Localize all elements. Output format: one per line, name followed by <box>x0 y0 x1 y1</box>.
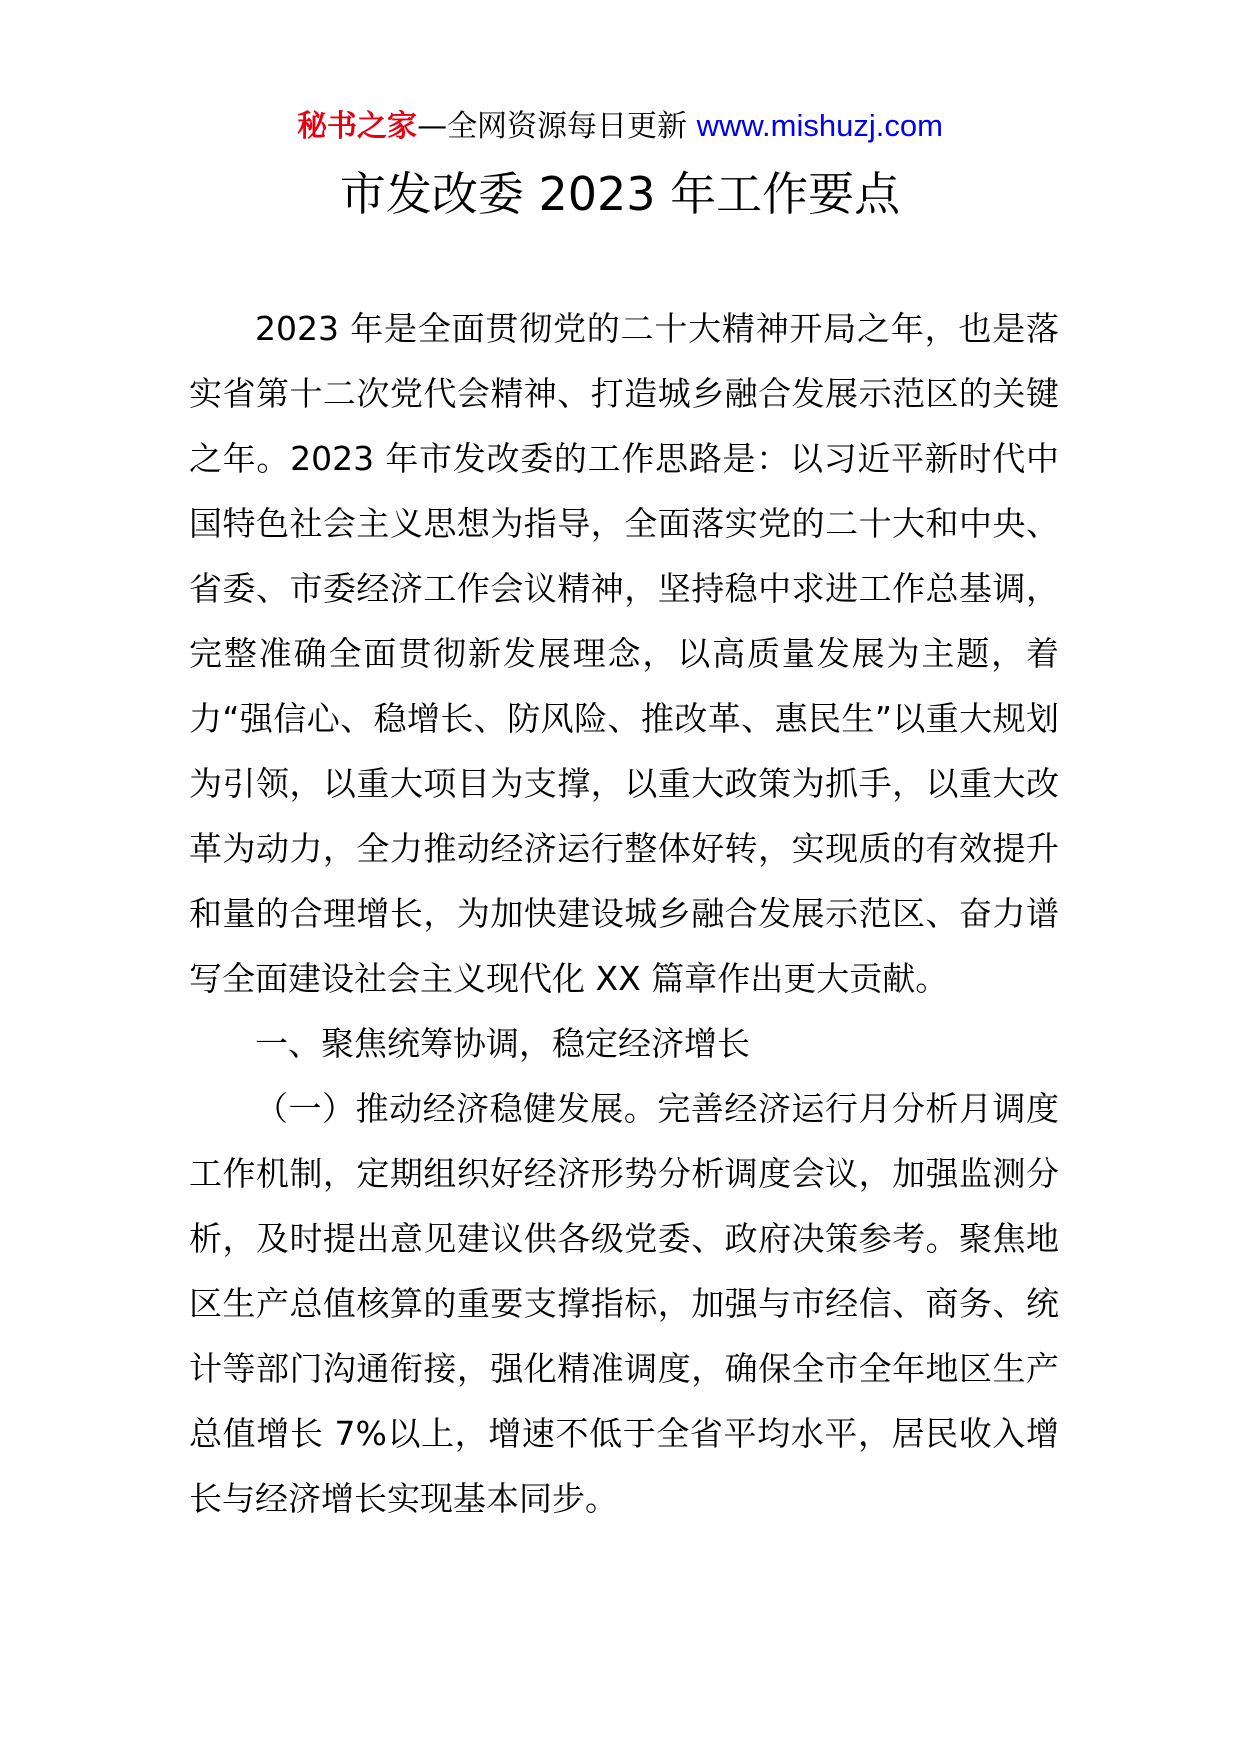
brand-name: 秘书之家 <box>297 109 418 144</box>
section-heading: 一、聚焦统筹协调，稳定经济增长 <box>255 1024 750 1063</box>
site-url[interactable]: www.mishuzj.com <box>696 108 943 143</box>
intro-paragraph: 2023 年是全面贯彻党的二十大精神开局之年，也是落实省第十二次党代会精神、打造城乡融合发展示范区的关键之年。2023 年市发改委的工作思路是：以习近平新时代中国特色社会主义思想为指导，全面落实党的二十大和中央、省委、市委经济工作会议精神，坚持稳中求进工作总基调，完整准确全面贯彻新发展理念，以高质量发展为主题，着力“强信心、稳增长、防风险、推改革、惠民生”以重大规划为引领，以重大项目为支撑，以重大政策为抓手，以重大改革为动力，全力推动经济运行整体好转，实现质的有效提升和量的合理增长，为加快建设城乡融合发展示范区、奋力谱写全面建设社会主义现代化 XX 篇章作出更大贡献。 <box>189 309 1059 998</box>
document-body <box>189 296 1059 1531</box>
header-tagline: —全网资源每日更新 <box>417 109 697 144</box>
document-title: 市发改委 2023 年工作要点 <box>339 167 901 221</box>
subsection-paragraph: （一）推动经济稳健发展。完善经济运行月分析月调度工作机制，定期组织好经济形势分析调度会议，加强监测分析，及时提出意见建议供各级党委、政府决策参考。聚焦地区生产总值核算的重要支撑指标，加强与市经信、商务、统计等部门沟通衔接，强化精准调度，确保全市全年地区生产总值增长 7%以上，增速不低于全省平均水平，居民收入增长与经济增长实现基本同步。 <box>189 1089 1059 1518</box>
site-header <box>0 104 1240 149</box>
